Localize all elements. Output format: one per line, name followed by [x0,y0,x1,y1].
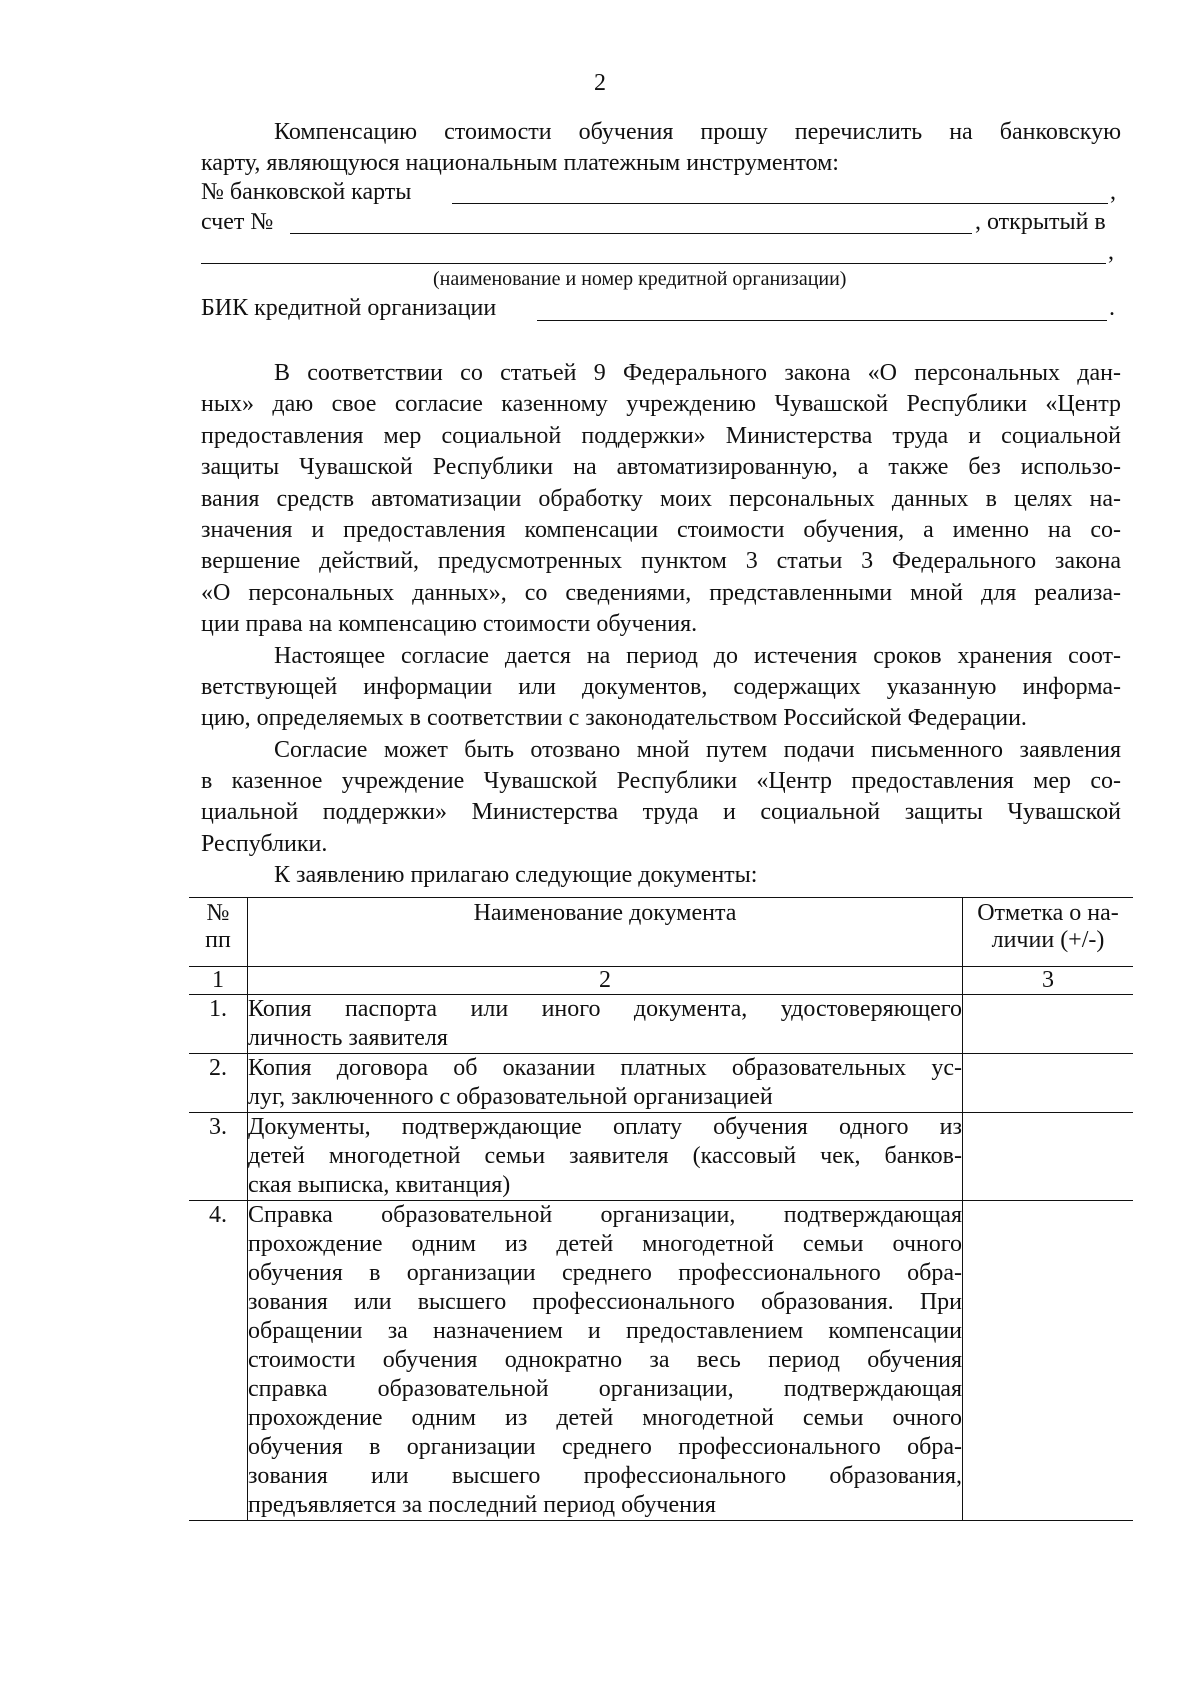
revoke-line: Республики. [201,830,328,857]
header-mark-line2: личии (+/-) [991,927,1105,953]
column-number: 2 [248,967,963,995]
period-line: Настоящее согласие дается на период до истечения сроков хранения соот- [274,642,1121,669]
row-number: 3. [189,1113,248,1201]
row-mark-cell[interactable] [963,1201,1134,1521]
card-number-end: , [1110,179,1116,205]
account-number-field[interactable] [290,233,972,234]
payment-intro [201,117,1121,148]
header-mark [963,898,1134,967]
consent-line: вания средств автоматизации обработку моих персональных данных в целях на- [201,485,1121,512]
credit-org-end: , [1108,239,1114,265]
table-header-row [189,898,1133,967]
row-line: предъявляется за последний период обучения [248,1492,716,1518]
revoke-line: в казенное учреждение Чувашской Республики «Центр предоставления мер со- [201,768,1121,795]
row-document-name [248,1054,963,1113]
account-opened-in: , открытый в [975,209,1106,235]
column-number: 1 [189,967,248,995]
row-line: обращении за назначением и предоставлением компенсации [248,1318,962,1344]
credit-org-caption: (наименование и номер кредитной организации) [433,268,847,290]
revoke-line: Согласие может быть отозвано мной путем подачи письменного заявления [274,736,1121,763]
row-mark-cell[interactable] [963,1113,1134,1201]
row-line: ская выписка, квитанция) [248,1172,511,1198]
row-line: зования или высшего профессионального образования. При [248,1289,962,1315]
row-number: 1. [189,995,248,1054]
row-mark-cell[interactable] [963,995,1134,1054]
documents-table [189,897,1133,1521]
consent-line: «О персональных данных», со сведениями, представленными мной для реализа- [201,579,1121,606]
page-number: 2 [594,70,606,96]
consent-line: ных» даю свое согласие казенному учреждению Чувашской Республики «Центр [201,391,1121,418]
bik-end: . [1109,295,1115,321]
revoke-line: циальной поддержки» Министерства труда и социальной защиты Чувашской [201,799,1121,826]
row-document-name [248,995,963,1054]
bik-label: БИК кредитной организации [201,295,497,321]
consent-line: предоставления мер социальной поддержки» Министерства труда и социальной [201,422,1121,449]
consent-line: вершение действий, предусмотренных пунктом 3 статьи 3 Федерального закона [201,548,1121,575]
period-line: цию, определяемых в соответствии с законодательством Российской Федерации. [201,705,1027,732]
row-number: 4. [189,1201,248,1521]
table-row [189,1201,1133,1521]
table-row [189,995,1133,1054]
row-line: обучения в организации среднего профессионального обра- [248,1260,962,1286]
payment-intro-line: Компенсацию стоимости обучения прошу перечислить на банковскую [274,119,1121,145]
consent-line: ции права на компенсацию стоимости обучения. [201,611,698,638]
consent-paragraph [201,358,1121,892]
row-line: прохождение одним из детей многодетной семьи очного [248,1405,962,1431]
period-line: ветствующей информации или документов, содержащих указанную информа- [201,673,1121,700]
header-number-line1: № [206,900,230,926]
row-line: стоимости обучения однократно за весь период обучения [248,1347,962,1373]
header-number [189,898,248,967]
row-line: Копия паспорта или иного документа, удостоверяющего [248,996,962,1022]
header-document-name: Наименование документа [248,898,963,967]
attach-intro: К заявлению прилагаю следующие документы: [274,862,758,889]
row-line: обучения в организации среднего профессионального обра- [248,1434,962,1460]
row-document-name [248,1201,963,1521]
row-line: справка образовательной организации, подтверждающая [248,1376,962,1402]
row-line: Копия договора об оказании платных образовательных ус- [248,1055,962,1081]
row-line: Документы, подтверждающие оплату обучения одного из [248,1114,962,1140]
credit-org-field[interactable] [201,263,1106,264]
bik-field[interactable] [537,320,1107,321]
column-number: 3 [963,967,1134,995]
card-number-label: № банковской карты [201,179,412,205]
payment-intro-line: карту, являющуюся национальным платежным инструментом: [201,150,839,176]
header-number-line2: пп [205,927,231,953]
row-mark-cell[interactable] [963,1054,1134,1113]
header-mark-line1: Отметка о на- [977,900,1119,926]
row-number: 2. [189,1054,248,1113]
card-number-field[interactable] [452,203,1108,204]
row-line: детей многодетной семьи заявителя (кассовый чек, банков- [248,1143,962,1169]
row-document-name [248,1113,963,1201]
consent-line: защиты Чувашской Республики на автоматизированную, а также без использо- [201,454,1121,481]
consent-line: В соответствии со статьей 9 Федерального закона «О персональных дан- [274,360,1121,386]
row-line: прохождение одним из детей многодетной семьи очного [248,1231,962,1257]
row-line: Справка образовательной организации, подтверждающая [248,1202,962,1228]
row-line: зования или высшего профессионального образования, [248,1463,962,1489]
consent-line: значения и предоставления компенсации стоимости обучения, а именно на со- [201,516,1121,543]
table-row [189,1113,1133,1201]
row-line: луг, заключенного с образовательной организацией [248,1084,773,1110]
table-column-numbers-row [189,967,1133,995]
row-line: личность заявителя [248,1025,448,1051]
account-label: счет № [201,209,274,235]
table-row [189,1054,1133,1113]
